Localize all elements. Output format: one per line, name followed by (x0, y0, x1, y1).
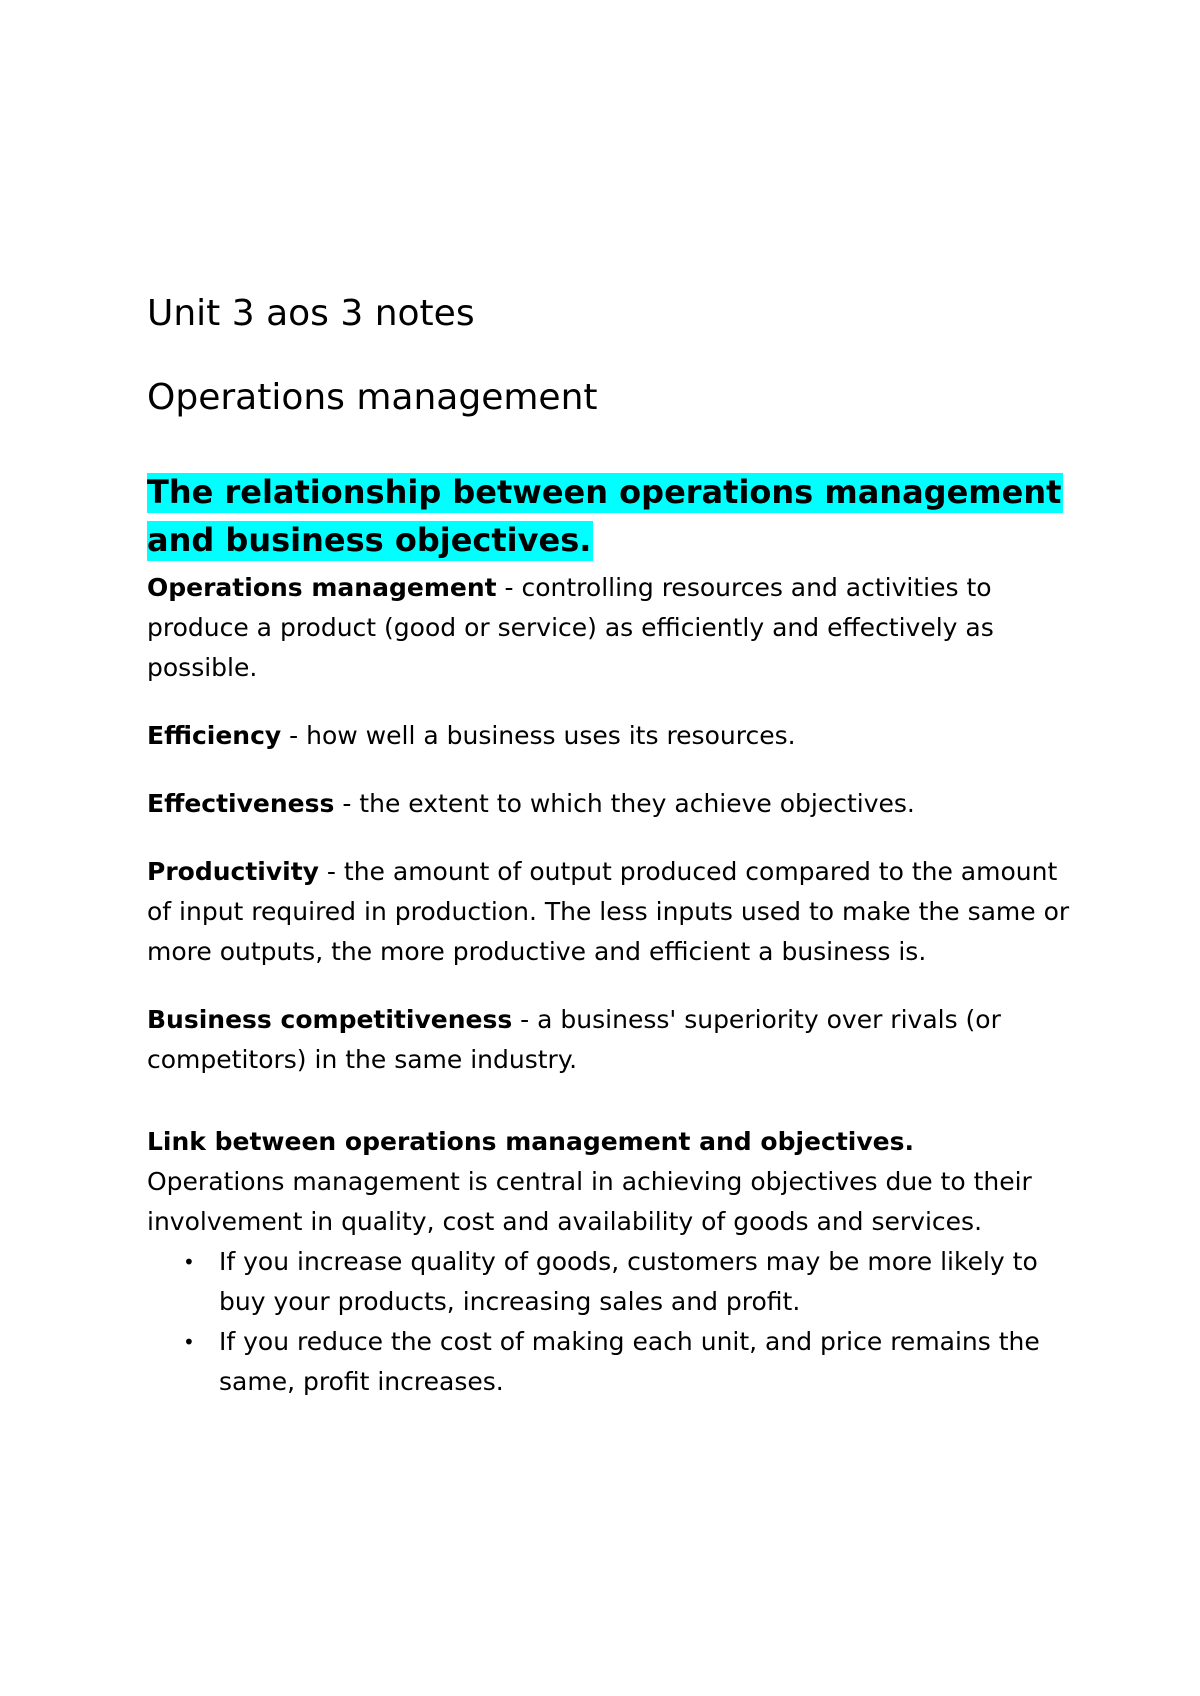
definition-text: - how well a business uses its resources. (281, 721, 796, 750)
section-spacer (147, 1108, 1070, 1122)
link-section-bullet-list (147, 1242, 1070, 1402)
link-section-heading: Link between operations management and objectives. (147, 1127, 914, 1156)
definition-term: Effectiveness (147, 789, 335, 818)
definition-text: - the extent to which they achieve objectives. (334, 789, 915, 818)
definition-term: Efficiency (147, 721, 282, 750)
definition-effectiveness (147, 784, 1070, 824)
definition-term: Productivity (147, 857, 319, 886)
list-item-text: If you increase quality of goods, customers may be more likely to buy your products, increasing sales and profit. (219, 1247, 1038, 1316)
highlighted-heading (147, 468, 1070, 564)
definition-text: - a business' superiority over rivals (or competitors) in the same industry. (147, 1005, 1001, 1074)
definition-business-competitiveness (147, 1000, 1070, 1080)
definition-text: - the amount of output produced compared to the amount of input required in production. The less inputs used to make the same or more outputs, the more productive and efficient a business is. (147, 857, 1070, 966)
bullet-icon: • (183, 1330, 195, 1354)
list-item (183, 1242, 1070, 1322)
list-item-text: If you reduce the cost of making each unit, and price remains the same, profit increases. (219, 1327, 1040, 1396)
definition-operations-management (147, 568, 1070, 688)
definition-productivity (147, 852, 1070, 972)
list-item (183, 1322, 1070, 1402)
definition-text: - controlling resources and activities to produce a product (good or service) as efficiently and effectively as possible. (147, 573, 994, 682)
document-subtitle: Operations management (147, 377, 598, 418)
bullet-icon: • (183, 1250, 195, 1274)
definition-efficiency (147, 716, 1070, 756)
definition-term: Business competitiveness (147, 1005, 513, 1034)
highlighted-heading-text: The relationship between operations management and business objectives. (147, 473, 1062, 559)
definition-term: Operations management (147, 573, 497, 602)
document-title: Unit 3 aos 3 notes (147, 293, 475, 334)
link-section-paragraph: Operations management is central in achieving objectives due to their involvement in quality, cost and availability of goods and services. (147, 1167, 1032, 1236)
